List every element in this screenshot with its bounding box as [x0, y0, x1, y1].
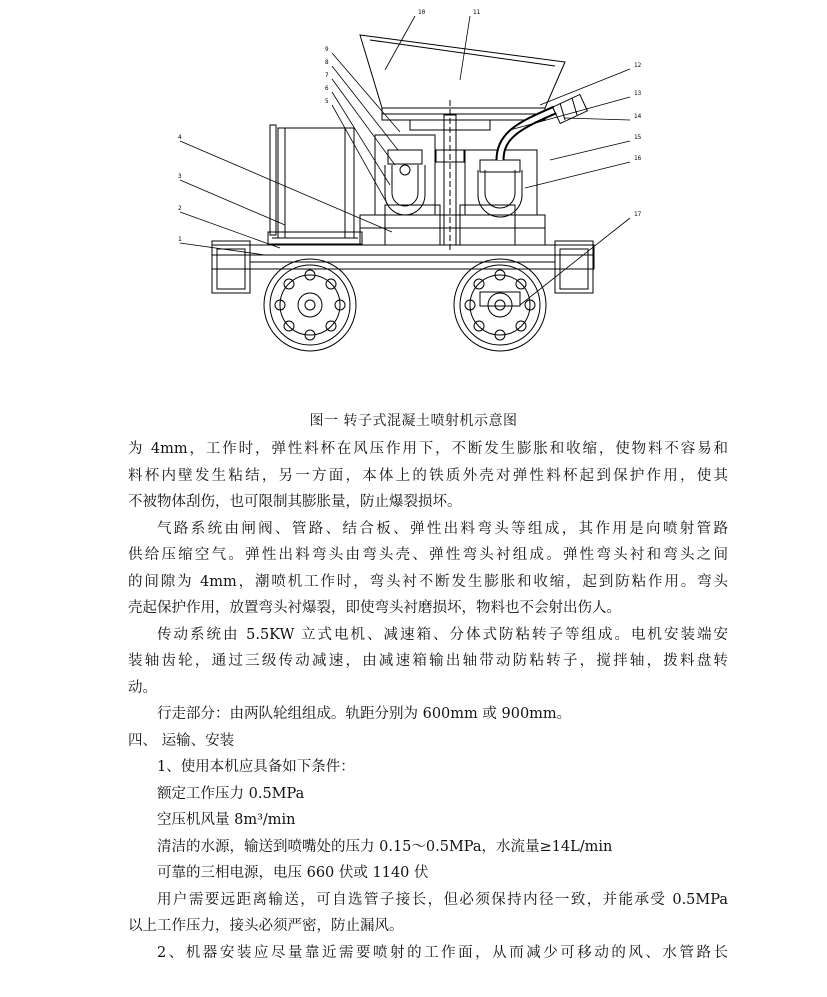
paragraph-line: 行走部分：由两队轮组组成。轨距分别为 600mm 或 900mm。	[157, 706, 572, 722]
machine-diagram	[160, 0, 660, 395]
rotor-chamber-right	[465, 150, 537, 217]
callout-1: 1	[178, 236, 182, 243]
callout-9: 9	[325, 46, 329, 53]
callout-7: 7	[325, 72, 329, 79]
figure-caption: 图一 转子式混凝土喷射机示意图	[309, 413, 518, 429]
condition-item: 可靠的三相电源，电压 660 伏或 1140 伏	[157, 865, 429, 881]
paragraph-line: 壳起保护作用，放置弯头衬爆裂，即使弯头衬磨损坏，物料也不会射出伤人。	[128, 600, 621, 616]
wheel-right	[454, 259, 546, 351]
callout-15: 15	[634, 134, 642, 141]
callout-10: 10	[418, 9, 426, 16]
condition-item: 清洁的水源，输送到喷嘴处的压力 0.15～0.5MPa，水流量≥14L/min	[157, 838, 613, 855]
callout-12: 12	[634, 62, 642, 69]
callout-16: 16	[634, 155, 642, 162]
paragraph-line: 用户需要远距离输送，可自选管子接长，但必须保持内径一致，并能承受 0.5MPa	[157, 891, 728, 908]
list-item: 1、使用本机应具备如下条件：	[157, 759, 355, 775]
callout-17: 17	[634, 211, 642, 218]
section-heading: 四、 运输、安装	[128, 732, 235, 749]
list-item: 2、机器安装应尽量靠近需要喷射的工作面，从而减少可移动的风、水管路长	[157, 944, 728, 961]
paragraph-line: 动。	[128, 679, 157, 696]
callout-6: 6	[325, 85, 329, 92]
callout-11: 11	[473, 9, 481, 16]
callout-13: 13	[634, 90, 642, 97]
paragraph-line: 气路系统由闸阀、管路、结合板、弹性出料弯头等组成，其作用是向喷射管路	[157, 520, 728, 537]
condition-item: 空压机风量 8m³/min	[157, 812, 296, 828]
paragraph-line: 供给压缩空气。弹性出料弯头由弯头壳、弹性弯头衬组成。弹性弯头衬和弯头之间	[128, 547, 728, 563]
paragraph-line: 装轴齿轮，通过三级传动减速，由减速箱输出轴带动防粘转子，搅拌轴，拨料盘转	[128, 653, 728, 669]
reducer	[360, 205, 545, 245]
callout-5: 5	[325, 98, 329, 105]
paragraph-line: 为 4mm，工作时，弹性料杯在风压作用下，不断发生膨胀和收缩，使物料不容易和	[128, 441, 728, 457]
callout-2: 2	[178, 205, 182, 212]
wheel-left	[264, 259, 356, 351]
paragraph-line: 以上工作压力，接头必须严密，防止漏风。	[128, 918, 404, 934]
paragraph-line: 的间隙为 4mm，潮喷机工作时，弯头衬不断发生膨胀和收缩，起到防粘作用。弯头	[128, 573, 728, 590]
callout-14: 14	[634, 113, 642, 120]
paragraph-line: 不被物体刮伤，也可限制其膨胀量，防止爆裂损坏。	[128, 494, 462, 510]
callout-3: 3	[178, 173, 182, 180]
body-text	[128, 436, 728, 966]
paragraph-line: 传动系统由 5.5KW 立式电机、减速箱、分体式防粘转子等组成。电机安装端安	[157, 626, 728, 643]
callout-8: 8	[325, 59, 329, 66]
paragraph-line: 料杯内壁发生粘结，另一方面，本体上的铁质外壳对弹性料杯起到保护作用，使其	[128, 467, 728, 484]
condition-item: 额定工作压力 0.5MPa	[157, 785, 305, 802]
callout-4: 4	[178, 134, 182, 141]
chassis-frame	[212, 241, 594, 293]
